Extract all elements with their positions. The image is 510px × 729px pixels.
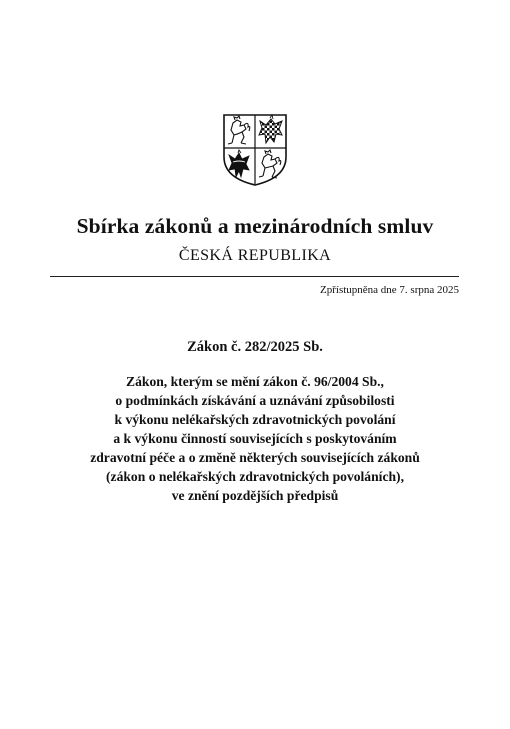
journal-title: Sbírka zákonů a mezinárodních smluv bbox=[76, 214, 434, 238]
czech-coat-of-arms-icon bbox=[222, 113, 288, 187]
law-title bbox=[40, 372, 470, 505]
header-divider bbox=[50, 276, 459, 277]
law-title-line: o podmínkách získávání a uznávání způsobilosti bbox=[115, 393, 395, 408]
law-title-line: ve znění pozdějších předpisů bbox=[171, 488, 339, 503]
publication-date: Zpřístupněna dne 7. srpna 2025 bbox=[320, 284, 459, 296]
law-title-line: a k výkonu činností souvisejících s poskytováním bbox=[113, 431, 397, 446]
law-title-line: k výkonu nelékařských zdravotnických povolání bbox=[114, 412, 396, 427]
law-title-line: Zákon, kterým se mění zákon č. 96/2004 Sb., bbox=[126, 374, 384, 389]
law-title-line: zdravotní péče a o změně některých souvisejících zákonů bbox=[90, 450, 420, 465]
country-name: ČESKÁ REPUBLIKA bbox=[178, 247, 332, 264]
law-number: Zákon č. 282/2025 Sb. bbox=[187, 339, 323, 355]
law-title-line: (zákon o nelékařských zdravotnických povoláních), bbox=[106, 469, 404, 484]
